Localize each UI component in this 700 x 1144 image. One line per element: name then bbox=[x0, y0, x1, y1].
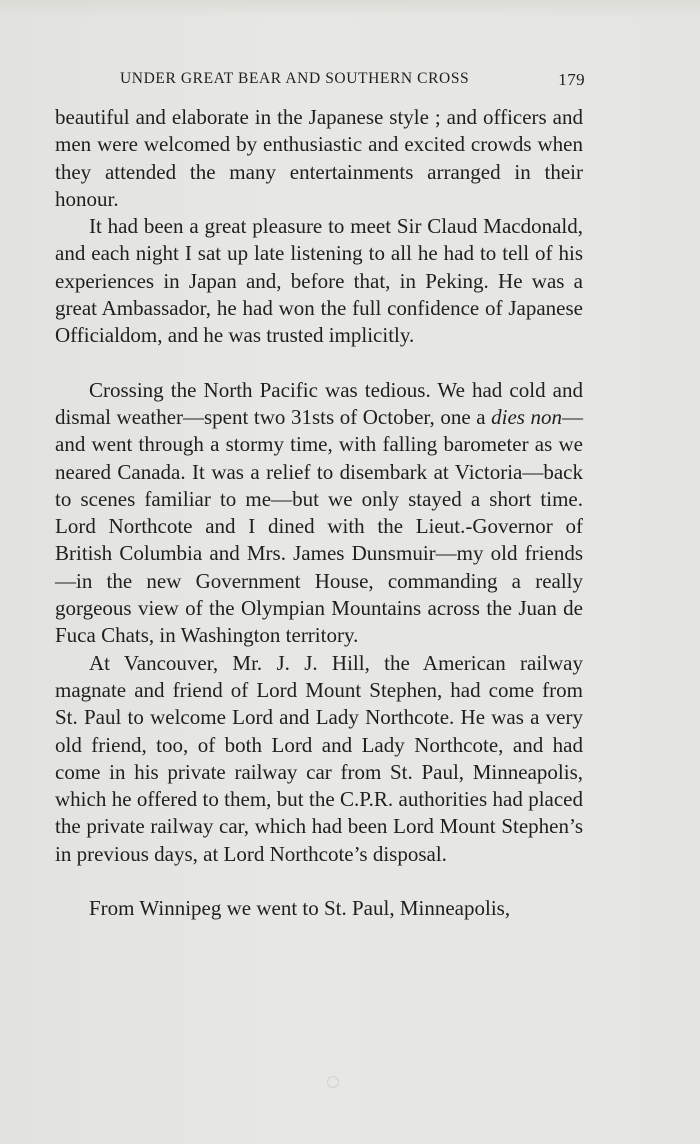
paper-blemish bbox=[327, 1076, 339, 1088]
body-text bbox=[55, 104, 583, 922]
page-header bbox=[120, 70, 585, 98]
page-top-edge bbox=[0, 0, 700, 18]
italic-phrase: dies non bbox=[491, 404, 563, 429]
paragraph-2: It had been a great pleasure to meet Sir Claud Macdonald, and each night I sat up late listening to all he had to tell of his experiences in Japan and, before that, in Peking. He was a great Ambassador, he had won the full confidence of Japanese Officialdom, and he was trusted implicitly. bbox=[55, 214, 583, 348]
paragraph-3-start: Crossing the North Pacific was tedious. We had cold and dismal weather—spent two 31sts of October, one a bbox=[55, 377, 583, 429]
paragraph-3-end: —and went through a stormy time, with falling barometer as we neared Canada. It was a relief to disembark at Victoria—back to scenes familiar to me—but we only stayed a short time. Lord Northcote and I dined with the Lieut.-Governor of British Columbia and Mrs. James Dunsmuir—my old friends—in the new Government House, commanding a really gorgeous view of the Olympian Mountains across the Juan de Fuca Chats, in Washington territory. bbox=[55, 404, 584, 648]
paragraph-1: beautiful and elaborate in the Japanese style ; and officers and men were welcomed by enthusiastic and excited crowds when they attended the many entertainments arranged in their honour. bbox=[55, 105, 583, 211]
page-number: 179 bbox=[558, 70, 585, 89]
paragraph-4: At Vancouver, Mr. J. J. Hill, the American railway magnate and friend of Lord Mount Stephen, had come from St. Paul to welcome Lord and Lady Northcote. He was a very old friend, too, of both Lord and Lady Northcote, and had come in his private railway car from St. Paul, Minneapolis, which he offered to them, but the C.P.R. authorities had placed the private railway car, which had been Lord Mount Stephen’s in previous days, at Lord Northcote’s disposal. bbox=[55, 650, 583, 866]
running-head: UNDER GREAT BEAR AND SOUTHERN CROSS bbox=[120, 70, 470, 87]
paragraph-5: From Winnipeg we went to St. Paul, Minneapolis, bbox=[89, 896, 511, 921]
paragraph-3 bbox=[55, 377, 583, 650]
